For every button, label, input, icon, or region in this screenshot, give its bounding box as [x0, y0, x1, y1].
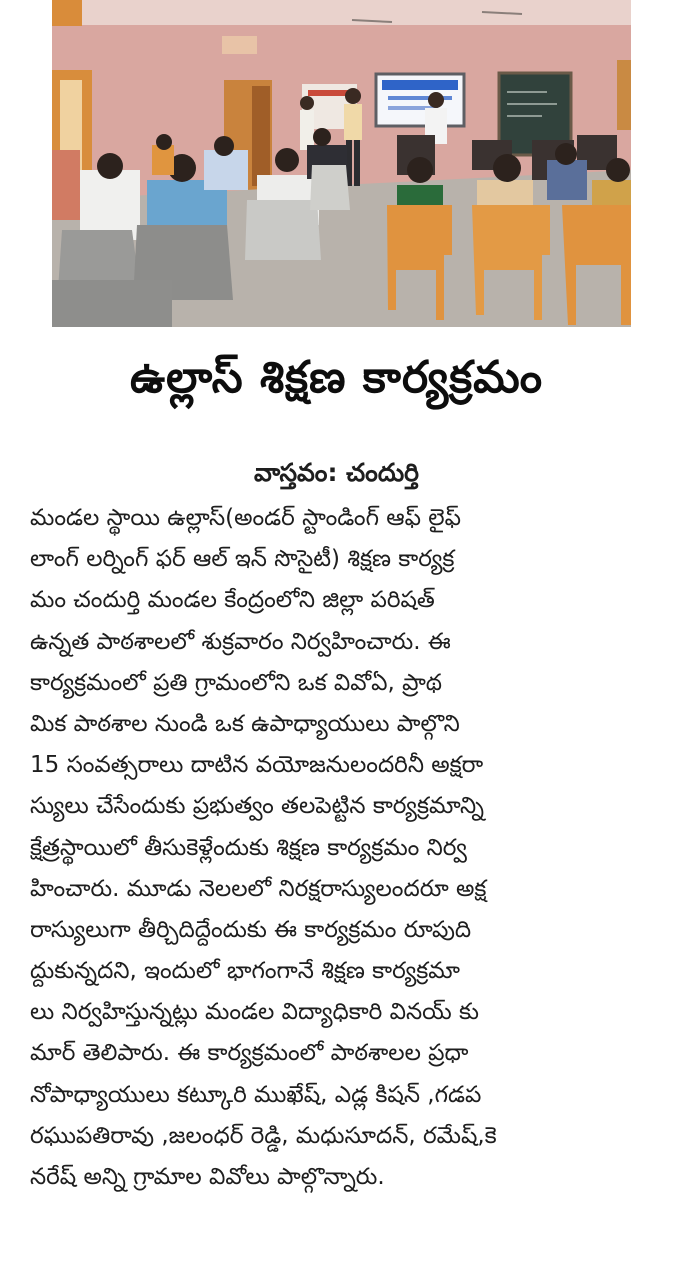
body-line: రాస్యులుగా తీర్చిదిద్దేందుకు ఈ కార్యక్రమం రూపుది	[30, 916, 472, 943]
headline: ఉల్లాస్ శిక్షణ కార్యక్రమం	[129, 352, 544, 403]
body-line: నరేష్ అన్ని గ్రామాల వివోలు పాల్గొన్నారు.	[30, 1164, 385, 1190]
body-line: క్షేత్రస్థాయిలో తీసుకెళ్లేందుకు శిక్షణ కార్యక్రమం నిర్వ	[30, 834, 467, 861]
article-photo	[52, 0, 631, 327]
top-window	[52, 0, 82, 26]
body-line: మం చందుర్తి మండల కేంద్రంలోని జిల్లా పరిషత్	[30, 587, 435, 614]
body-line: మిక పాఠశాల నుండి ఒక ఉపాధ్యాయులు పాల్గొని	[30, 710, 460, 737]
body-line: లు నిర్వహిస్తున్నట్లు మండల విద్యాధికారి వినయ్ కు	[30, 999, 479, 1026]
body-line: మండల స్థాయి ఉల్లాస్(అండర్ స్టాండింగ్ ఆఫ్ లైఫ్	[30, 505, 461, 531]
body-line: 15 సంవత్సరాలు దాటిన వయోజనులందరినీ అక్షరా	[30, 752, 484, 779]
body-line: లాంగ్ లర్నింగ్ ఫర్ ఆల్ ఇన్ సొసైటీ) శిక్షణ కార్యక్ర	[30, 546, 455, 573]
body-line: రఘుపతిరావు ,జలంధర్ రెడ్డి, మధుసూదన్, రమేష్,కె	[30, 1122, 497, 1149]
body-line: స్యులు చేసేందుకు ప్రభుత్వం తలపెట్టిన కార్యక్రమాన్ని	[30, 793, 484, 820]
dateline: వాస్తవం: చందుర్తి	[254, 458, 419, 487]
body-line: హించారు. మూడు నెలలలో నిరక్షరాస్యులందరూ అక్ష	[30, 875, 487, 902]
body-line: ఉన్నత పాఠశాలలో శుక్రవారం నిర్వహించారు. ఈ	[30, 628, 451, 655]
article-body	[30, 498, 650, 1198]
body-line: ద్దుకున్నదని, ఇందులో భాగంగానే శిక్షణ కార్యక్రమా	[30, 958, 460, 985]
body-line: నోపాధ్యాయులు కట్కూరి ముఖేష్, ఎడ్ల కిషన్ ,గడప	[30, 1081, 482, 1108]
body-line: కార్యక్రమంలో ప్రతి గ్రామంలోని ఒక వివోఏ, ప్రాథ	[30, 669, 443, 696]
body-line: మార్ తెలిపారు. ఈ కార్యక్రమంలో పాఠశాలల ప్రధా	[30, 1040, 469, 1067]
classroom-photo	[52, 0, 631, 327]
